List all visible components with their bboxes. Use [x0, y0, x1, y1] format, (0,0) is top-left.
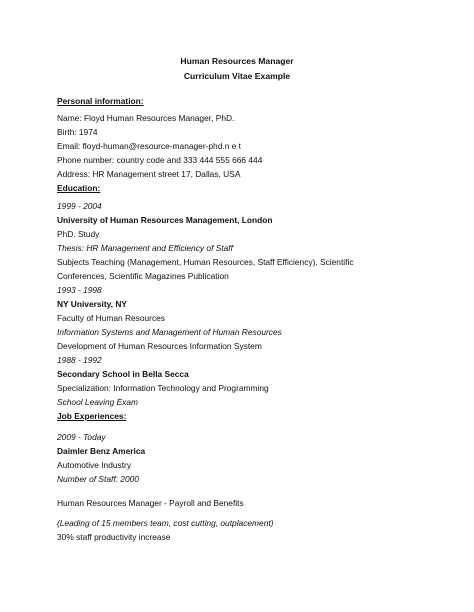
- education-institution: University of Human Resources Management, London: [57, 215, 273, 225]
- personal-name: Name: Floyd Human Resources Manager, PhD.: [57, 113, 235, 123]
- personal-phone: Phone number: country code and 333 444 555 666 444: [57, 155, 263, 165]
- job-company: Daimler Benz America: [57, 446, 146, 456]
- education-exam: School Leaving Exam: [57, 397, 139, 407]
- education-subjects-continued: Conferences, Scientific Magazines Publication: [57, 271, 229, 281]
- job-notes: (Leading of 15 members team, cost cutting, outplacement): [57, 518, 274, 528]
- document-subtitle: Curriculum Vitae Example: [183, 71, 291, 81]
- education-specialization: Specialization: Information Technology and Programming: [57, 383, 269, 393]
- education-degree: PhD. Study: [57, 229, 100, 239]
- job-period: 2009 - Today: [57, 432, 106, 442]
- education-faculty: Faculty of Human Resources: [57, 313, 165, 323]
- job-experiences-heading: Job Experiences:: [57, 411, 127, 421]
- education-heading: Education:: [57, 183, 101, 193]
- job-role: Human Resources Manager - Payroll and Benefits: [57, 498, 244, 508]
- personal-address: Address: HR Management street 17, Dallas, USA: [57, 169, 241, 179]
- education-program: Information Systems and Management of Human Resources: [57, 327, 282, 337]
- personal-birth: Birth: 1974: [57, 127, 98, 137]
- personal-info-heading: Personal information:: [57, 96, 144, 106]
- education-years: 1988 - 1992: [57, 355, 102, 365]
- job-staff-count: Number of Staff: 2000: [57, 474, 139, 484]
- document-title: Human Resources Manager: [180, 56, 294, 66]
- personal-email: Email: floyd-human@resource-manager-phd.n e t: [57, 141, 241, 151]
- education-institution: Secondary School in Bella Secca: [57, 369, 189, 379]
- job-achievement: 30% staff productivity increase: [57, 532, 171, 542]
- education-institution: NY University, NY: [57, 299, 127, 309]
- job-industry: Automotive Industry: [57, 460, 132, 470]
- education-subjects: Subjects Teaching (Management, Human Resources, Staff Efficiency), Scientific: [57, 257, 354, 267]
- education-years: 1993 - 1998: [57, 285, 102, 295]
- education-detail: Development of Human Resources Information System: [57, 341, 262, 351]
- education-thesis: Thesis: HR Management and Efficiency of Staff: [57, 243, 233, 253]
- education-years: 1999 - 2004: [57, 201, 102, 211]
